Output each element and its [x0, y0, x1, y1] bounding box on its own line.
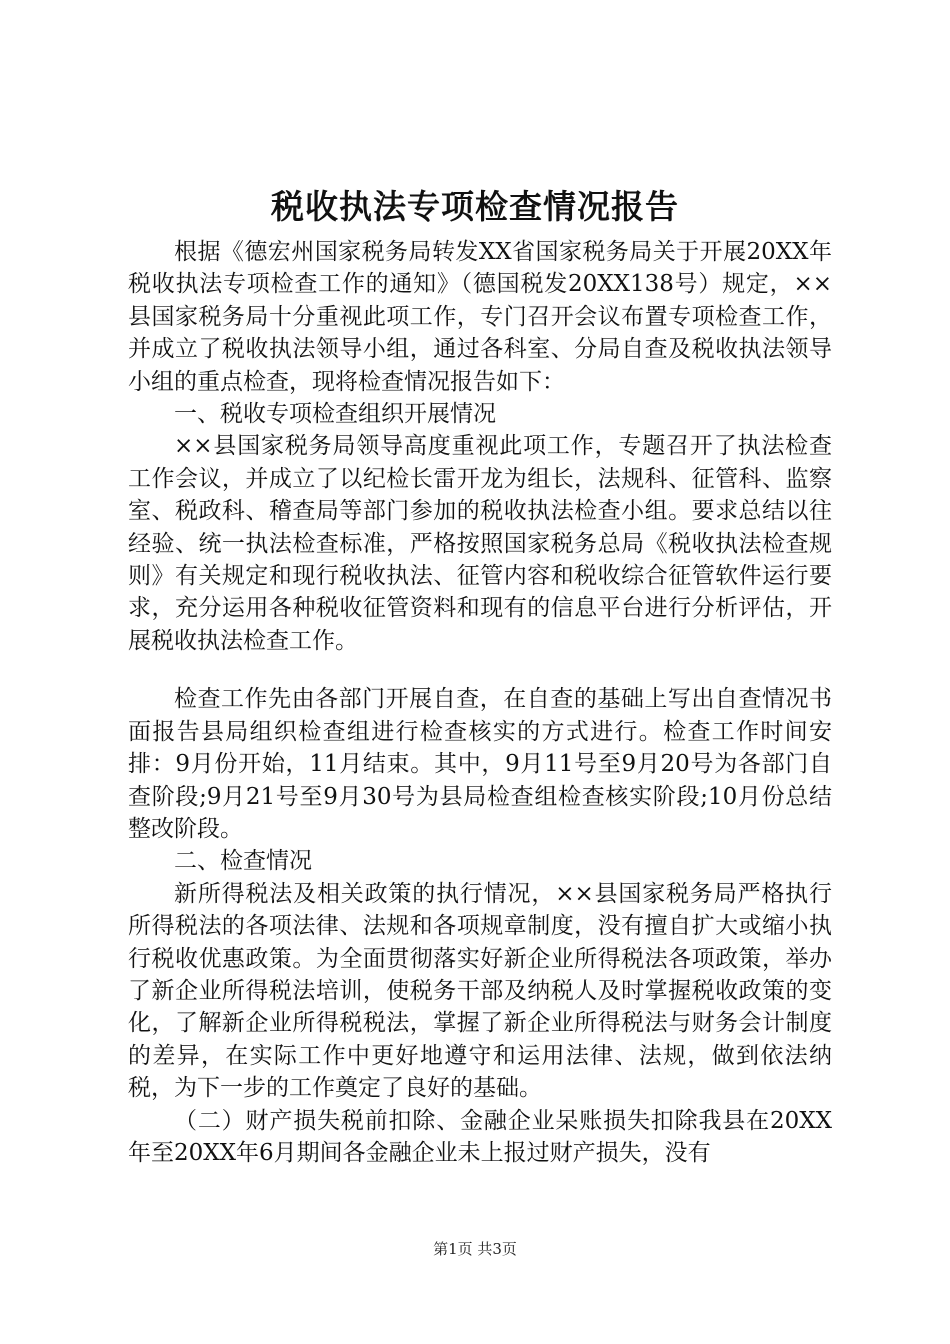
section-heading-1: 一、税收专项检查组织开展情况 — [174, 401, 496, 428]
section-1-paragraph: ××县国家税务局领导高度重视此项工作，专题召开了执法检查工作会议，并成立了以纪检长雷开龙为组长，法规科、征管科、监察室、税政科、稽查局等部门参加的税收执法检查小组。要求总结以往经验、统一执法检查标准，严格按照国家税务总局《税收执法检查规则》有关规定和现行税收执法、征管内容和税收综合征管软件运行要求，充分运用各种税收征管资料和现有的信息平台进行分析评估，开展税收执法检查工作。 — [128, 433, 832, 654]
asset-loss-paragraph: （二）财产损失税前扣除、金融企业呆账损失扣除我县在20XX年至20XX年6月期间各金融企业未上报过财产损失，没有 — [128, 1107, 832, 1166]
page-footer: 第1页 共3页 — [433, 1240, 517, 1258]
schedule-paragraph: 检查工作先由各部门开展自查，在自查的基础上写出自查情况书面报告县局组织检查组进行检查核实的方式进行。检查工作时间安排：9月份开始，11月结束。其中，9月11号至9月20号为各部门自查阶段;9月21号至9月30号为县局检查组检查核实阶段;10月份总结整改阶段。 — [128, 686, 832, 842]
document-title: 税收执法专项检查情况报告 — [271, 187, 679, 226]
intro-paragraph: 根据《德宏州国家税务局转发XX省国家税务局关于开展20XX年税收执法专项检查工作的通知》（德国税发20XX138号）规定，××县国家税务局十分重视此项工作，专门召开会议布置专项检查工作，并成立了税收执法领导小组，通过各科室、分局自查及税收执法领导小组的重点检查，现将检查情况报告如下： — [128, 239, 832, 395]
section-heading-2: 二、检查情况 — [174, 848, 312, 875]
income-tax-paragraph: 新所得税法及相关政策的执行情况，××县国家税务局严格执行所得税法的各项法律、法规和各项规章制度，没有擅自扩大或缩小执行税收优惠政策。为全面贯彻落实好新企业所得税法各项政策，举办了新企业所得税法培训，使税务干部及纳税人及时掌握税收政策的变化，了解新企业所得税税法，掌握了新企业所得税法与财务会计制度的差异，在实际工作中更好地遵守和运用法律、法规，做到依法纳税，为下一步的工作奠定了良好的基础。 — [128, 880, 832, 1102]
document-body — [128, 236, 832, 1169]
